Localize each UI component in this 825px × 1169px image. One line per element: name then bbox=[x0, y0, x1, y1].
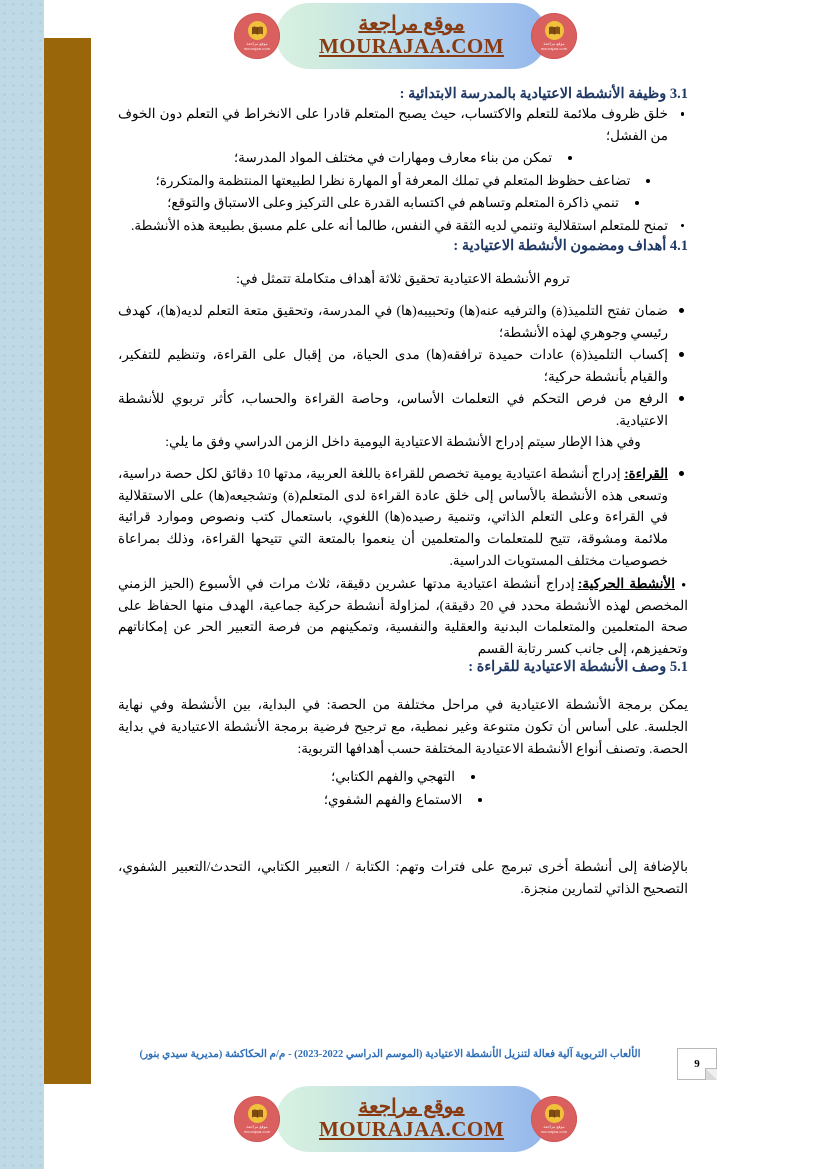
section-5-1-tail: بالإضافة إلى أنشطة أخرى تبرمج على فترات وتهم: الكتابة / التعبير الكتابي، التحدث/التعبير الشفوي، التصحيح الذاتي لتمارين منجزة. bbox=[118, 859, 688, 897]
section-4-1-note: وفي هذا الإطار سيتم إدراج الأنشطة الاعتيادية اليومية داخل الزمن الدراسي وفق ما يلي: bbox=[165, 433, 641, 449]
page-number: 9 bbox=[694, 1058, 700, 1070]
list-section-3-1 bbox=[118, 103, 688, 237]
banner-text-top bbox=[319, 13, 504, 59]
list-item-motor bbox=[118, 573, 688, 659]
section-4-1-intro: تروم الأنشطة الاعتيادية تحقيق ثلاثة أهداف متكاملة تتمثل في: bbox=[236, 270, 570, 286]
list-item bbox=[118, 170, 688, 192]
logo-caption: موقع مراجعة mourajaa.com bbox=[540, 1123, 568, 1134]
section-heading-5-1: 5.1 وصف الأنشطة الاعتيادية للقراءة : bbox=[468, 659, 688, 676]
list-item-text: تمكن من بناء معارف ومهارات في مختلف المواد المدرسة؛ bbox=[234, 147, 572, 169]
site-logo-icon bbox=[531, 13, 577, 59]
decorative-brown-sidebar bbox=[44, 38, 91, 1084]
list-item bbox=[118, 147, 688, 169]
list-item-reading bbox=[118, 463, 688, 571]
book-icon bbox=[545, 1104, 564, 1123]
list-item-text: التهجي والفهم الكتابي؛ bbox=[331, 766, 475, 788]
document-content bbox=[118, 86, 688, 913]
book-icon bbox=[248, 1104, 267, 1123]
term-reading: القراءة: bbox=[624, 466, 668, 482]
section-5-1-paragraph: يمكن برمجة الأنشطة الاعتيادية في مراحل مختلفة من الحصة: في البداية، بين الأنشطة وفي نهاية الجلسة. على أساس أن تكون متنوعة وغير نمطية، مع ترجيح فرضية برمجة الأنشطة الاعتيادية في بداية الحصة. وتصنف أنواع الأنشطة الاعتيادية المختلفة حسب أهدافها التربوية: bbox=[118, 697, 688, 757]
list-item bbox=[118, 789, 688, 811]
book-icon bbox=[248, 21, 267, 40]
list-section-4-1-details bbox=[118, 463, 688, 571]
list-section-5-1 bbox=[118, 766, 688, 810]
logo-caption: موقع مراجعة mourajaa.com bbox=[540, 40, 568, 51]
list-item-text: الاستماع والفهم الشفوي؛ bbox=[324, 789, 483, 811]
term-motor-text: إدراج أنشطة اعتيادية مدتها عشرين دقيقة، ثلاث مرات في الأسبوع (الحيز الزمني المخصص لهذه الأنشطة محدد في 20 دقيقة)، لمزاولة أنشطة حركية جماعية، الهدف منها الحفاظ على صحة المتعلمين والمتعلمات البدنية والعقلية والنفسية، وتمكينهم من فرصة التعبير الحر عن إمكاناتهم وتحفيزهم، إلى جانب كسر رتابة القسم bbox=[118, 576, 689, 656]
list-item bbox=[118, 766, 688, 788]
list-item: تمنح للمتعلم استقلالية وتنمي لديه الثقة في النفس، طالما أنه على علم مسبق بطبيعة هذه الأنشطة. bbox=[118, 215, 688, 237]
list-item bbox=[118, 192, 688, 214]
banner-arabic-title: موقع مراجعة bbox=[358, 13, 465, 36]
list-item: ضمان تفتح التلميذ(ة) والترفيه عنه(ها) وتحبيبه(ها) في المدرسة، وتحقيق متعة التعلم لديه(ها)، كهدف رئيسي وجوهري لهذه الأنشطة؛ bbox=[118, 300, 688, 343]
page-number-badge bbox=[677, 1048, 717, 1080]
logo-caption: موقع مراجعة mourajaa.com bbox=[243, 40, 271, 51]
banner-text-bottom bbox=[319, 1096, 504, 1142]
site-banner-top bbox=[276, 3, 547, 69]
logo-caption: موقع مراجعة mourajaa.com bbox=[243, 1123, 271, 1134]
footer-caption: الألعاب التربوية آلية فعالة لتنزيل الأنشطة الاعتيادية (الموسم الدراسي 2022-2023) - م/م الحكاكشة (مديرية سيدي بنور) bbox=[139, 1049, 641, 1060]
list-item: الرفع من فرص التحكم في التعلمات الأساس، وحاصة القراءة والحساب، كأثر تربوي للأنشطة الاعتيادية. bbox=[118, 388, 688, 431]
term-motor-activities: الأنشطة الحركية: bbox=[577, 576, 675, 592]
page-curl-icon bbox=[705, 1068, 717, 1080]
decorative-dotted-strip bbox=[0, 0, 44, 1169]
site-logo-icon bbox=[234, 13, 280, 59]
site-logo-icon bbox=[234, 1096, 280, 1142]
banner-domain: MOURAJAA.COM bbox=[318, 34, 505, 59]
list-section-4-1 bbox=[118, 300, 688, 432]
section-heading-3-1: 3.1 وظيفة الأنشطة الاعتيادية بالمدرسة الابتدائية : bbox=[399, 86, 688, 102]
banner-arabic-title: موقع مراجعة bbox=[358, 1096, 465, 1119]
site-banner-bottom bbox=[276, 1086, 547, 1152]
section-heading-4-1: 4.1 أهداف ومضمون الأنشطة الاعتيادية : bbox=[453, 237, 688, 254]
list-item: خلق ظروف ملائمة للتعلم والاكتساب، حيث يصبح المتعلم قادرا على الانخراط في التعلم دون الخوف من الفشل؛ bbox=[118, 103, 688, 146]
book-icon bbox=[545, 21, 564, 40]
list-item-text: تنمي ذاكرة المتعلم وتساهم في اكتسابه القدرة على التركيز وعلى الاستباق والتوقع؛ bbox=[167, 192, 639, 214]
term-reading-text: إدراج أنشطة اعتيادية يومية تخصص للقراءة باللغة العربية، مدتها 10 دقائق لكل حصة دراسية، وتسعى هذه الأنشطة بالأساس إلى خلق عادة القراءة لدى المتعلم(ة) وتشجيعه(ها) على الاستقلالية في القراءة وعلى التعلم الذاتي، وتنمية رصيده(ها) اللغوي، باستعمال كتب ونصوص وموارد قرائية ملائمة ومشوقة، تتيح للمتعلمات والمتعلمين أن ينعموا بالمتعة التي تتيحها القراءة، وذلك بمراعاة خصوصيات مختلف المستويات الدراسية. bbox=[118, 466, 668, 568]
list-item: إكساب التلميذ(ة) عادات حميدة ترافقه(ها) مدى الحياة، من إقبال على القراءة، وتنظيم للتفكير، والقيام بأنشطة حركية؛ bbox=[118, 344, 688, 387]
list-item-text: تضاعف حظوظ المتعلم في تملك المعرفة أو المهارة نظرا لطبيعتها المنتظمة والمتكررة؛ bbox=[156, 170, 651, 192]
site-logo-icon bbox=[531, 1096, 577, 1142]
banner-domain: MOURAJAA.COM bbox=[318, 1117, 505, 1142]
